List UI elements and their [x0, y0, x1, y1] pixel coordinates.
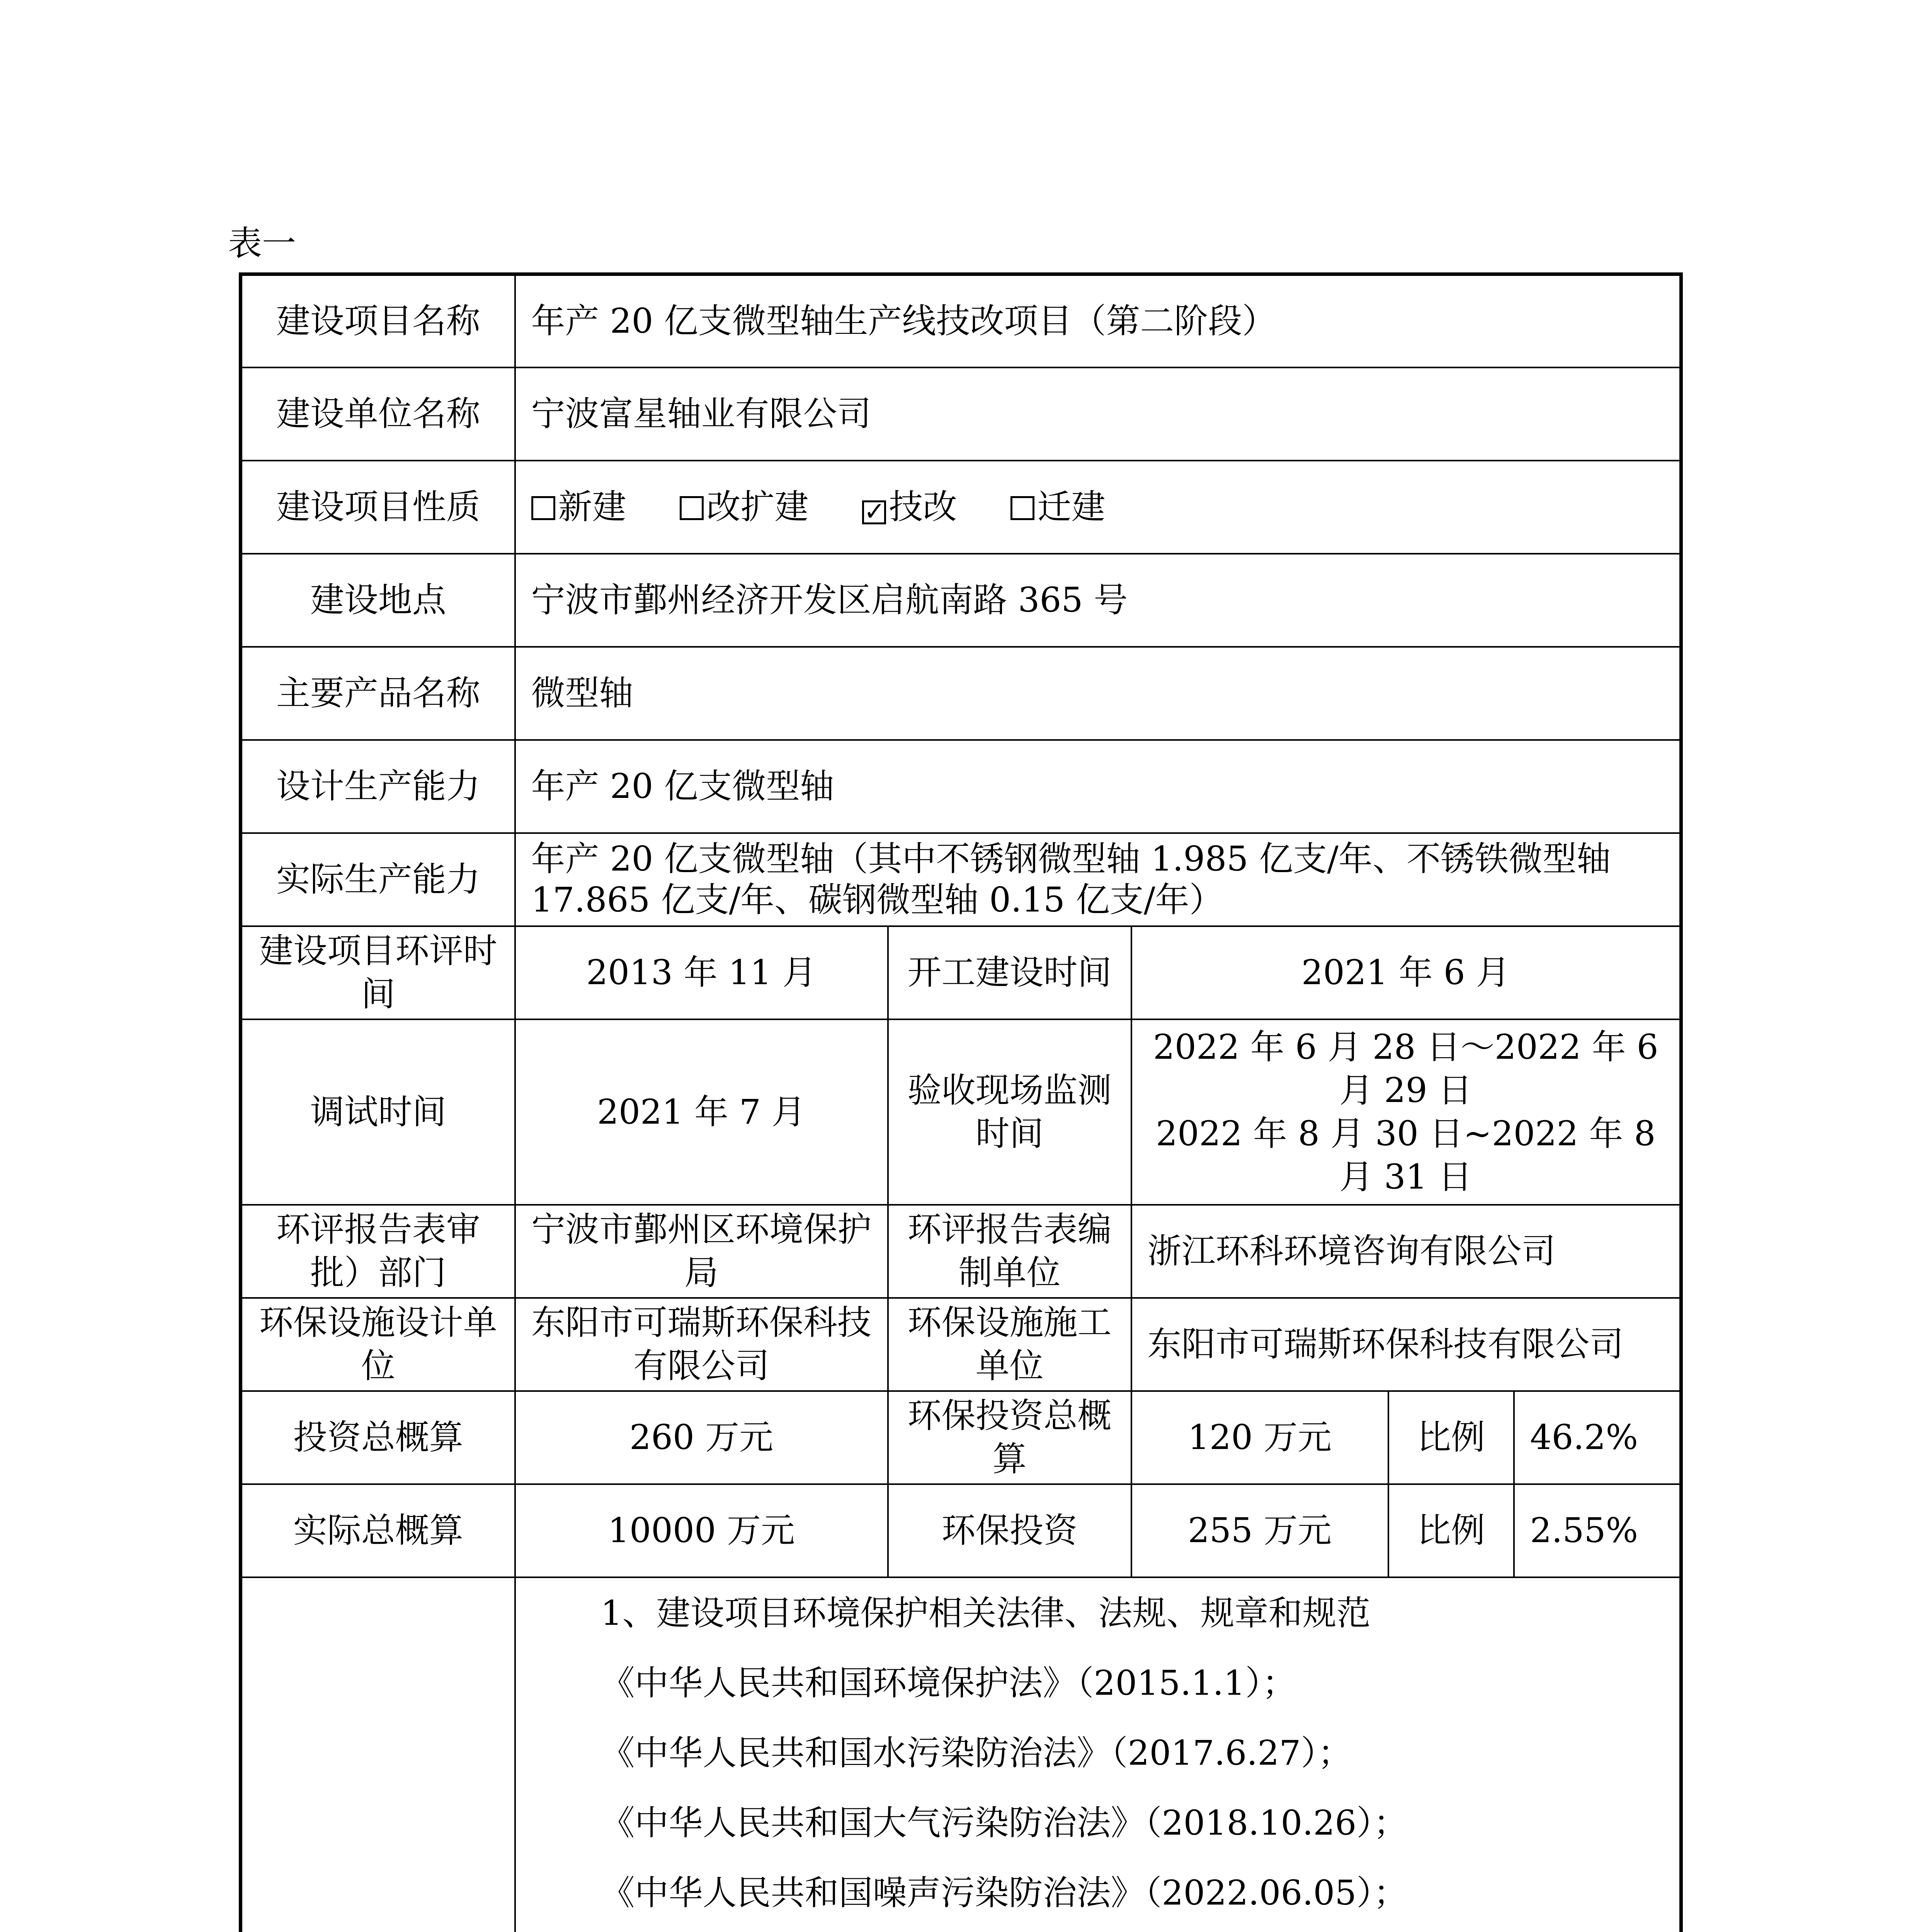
product-label: 主要产品名称 — [241, 647, 515, 740]
nature-option-tech-label: 技改 — [889, 487, 957, 527]
nature-options — [515, 461, 1681, 554]
basis-content — [515, 1577, 1681, 1932]
construct-unit-value: 东阳市可瑞斯环保科技有限公司 — [1131, 1298, 1681, 1391]
monitor-time-2: 2022 年 8 月 30 日~2022 年 8 月 31 日 — [1156, 1113, 1656, 1197]
row-unit-name — [241, 367, 1681, 461]
monitor-time-1: 2022 年 6 月 28 日～2022 年 6 月 29 日 — [1153, 1027, 1658, 1110]
design-unit-value: 东阳市可瑞斯环保科技有限公司 — [515, 1298, 888, 1391]
row-project-name — [241, 274, 1681, 367]
start-time-value: 2021 年 6 月 — [1131, 926, 1681, 1019]
basis-line: 《中华人民共和国噪声污染防治法》（2022.06.05）； — [600, 1872, 1408, 1913]
project-name-label: 建设项目名称 — [241, 274, 515, 367]
design-unit-label: 环保设施设计单位 — [241, 1298, 515, 1391]
location-value: 宁波市鄞州经济开发区启航南路 365 号 — [515, 554, 1681, 647]
invest-value: 260 万元 — [515, 1391, 888, 1484]
eia-time-value: 2013 年 11 月 — [515, 926, 888, 1019]
basis-line: 1、建设项目环境保护相关法律、法规、规章和规范 — [600, 1593, 1371, 1633]
actual-capacity-label: 实际生产能力 — [241, 833, 515, 926]
construct-unit-label: 环保设施施工单位 — [888, 1298, 1131, 1391]
checkbox-tech: ✓ — [862, 500, 886, 524]
eia-time-label: 建设项目环评时间 — [241, 926, 515, 1019]
nature-option-expand-label: 改扩建 — [706, 487, 809, 527]
approval-dept-value: 宁波市鄞州区环境保护局 — [515, 1205, 888, 1298]
checkbox-expand — [680, 496, 704, 520]
actual-invest-value: 10000 万元 — [515, 1484, 888, 1577]
nature-option-tech — [862, 485, 957, 529]
debug-time-label: 调试时间 — [241, 1019, 515, 1205]
row-debug-time — [241, 1019, 1681, 1205]
unit-name-value: 宁波富星轴业有限公司 — [515, 367, 1681, 461]
project-info-table — [239, 272, 1683, 1932]
env-invest-value: 255 万元 — [1131, 1484, 1388, 1577]
product-value: 微型轴 — [515, 647, 1681, 740]
checkbox-relocate — [1010, 496, 1034, 520]
basis-line: 《中华人民共和国水污染防治法》（2017.6.27）； — [600, 1733, 1352, 1773]
actual-invest-label: 实际总概算 — [241, 1484, 515, 1577]
nature-option-expand — [680, 485, 809, 529]
row-eia-time — [241, 926, 1681, 1019]
row-actual-invest — [241, 1484, 1681, 1577]
debug-time-value: 2021 年 7 月 — [515, 1019, 888, 1205]
nature-option-new-label: 新建 — [558, 487, 626, 527]
basis-line: 《中华人民共和国大气污染防治法》（2018.10.26）； — [600, 1803, 1408, 1843]
env-invest-label: 环保投资 — [888, 1484, 1131, 1577]
ratio-2-value: 2.55% — [1514, 1484, 1681, 1577]
row-location — [241, 554, 1681, 647]
nature-option-new — [531, 485, 626, 529]
row-product — [241, 647, 1681, 740]
checkbox-new — [531, 496, 555, 520]
env-invest-est-value: 120 万元 — [1131, 1391, 1388, 1484]
nature-option-relocate-label: 迁建 — [1037, 487, 1106, 527]
row-actual-capacity — [241, 833, 1681, 926]
invest-label: 投资总概算 — [241, 1391, 515, 1484]
row-nature — [241, 461, 1681, 554]
ratio-2-label: 比例 — [1388, 1484, 1514, 1577]
row-basis — [241, 1577, 1681, 1932]
report-unit-value: 浙江环科环境咨询有限公司 — [1131, 1205, 1681, 1298]
nature-label: 建设项目性质 — [241, 461, 515, 554]
actual-capacity-value: 年产 20 亿支微型轴（其中不锈钢微型轴 1.985 亿支/年、不锈铁微型轴 17.865 亿支/年、碳钢微型轴 0.15 亿支/年） — [515, 833, 1681, 926]
basis-label — [241, 1577, 515, 1932]
ratio-1-label: 比例 — [1388, 1391, 1514, 1484]
monitor-time-value — [1131, 1019, 1681, 1205]
design-capacity-value: 年产 20 亿支微型轴 — [515, 740, 1681, 833]
approval-dept-label: 环评报告表审批）部门 — [241, 1205, 515, 1298]
project-name-value: 年产 20 亿支微型轴生产线技改项目（第二阶段） — [515, 274, 1681, 367]
nature-option-relocate — [1010, 485, 1106, 529]
location-label: 建设地点 — [241, 554, 515, 647]
unit-name-label: 建设单位名称 — [241, 367, 515, 461]
row-design-unit — [241, 1298, 1681, 1391]
basis-line: 《中华人民共和国环境保护法》（2015.1.1）； — [600, 1663, 1296, 1703]
ratio-1-value: 46.2% — [1514, 1391, 1681, 1484]
monitor-time-label: 验收现场监测时间 — [888, 1019, 1131, 1205]
report-unit-label: 环评报告表编制单位 — [888, 1205, 1131, 1298]
env-invest-est-label: 环保投资总概算 — [888, 1391, 1131, 1484]
basis-line — [531, 1928, 1664, 1932]
table-caption: 表一 — [228, 223, 296, 263]
start-time-label: 开工建设时间 — [888, 926, 1131, 1019]
row-invest — [241, 1391, 1681, 1484]
row-design-capacity — [241, 740, 1681, 833]
design-capacity-label: 设计生产能力 — [241, 740, 515, 833]
row-approval — [241, 1205, 1681, 1298]
